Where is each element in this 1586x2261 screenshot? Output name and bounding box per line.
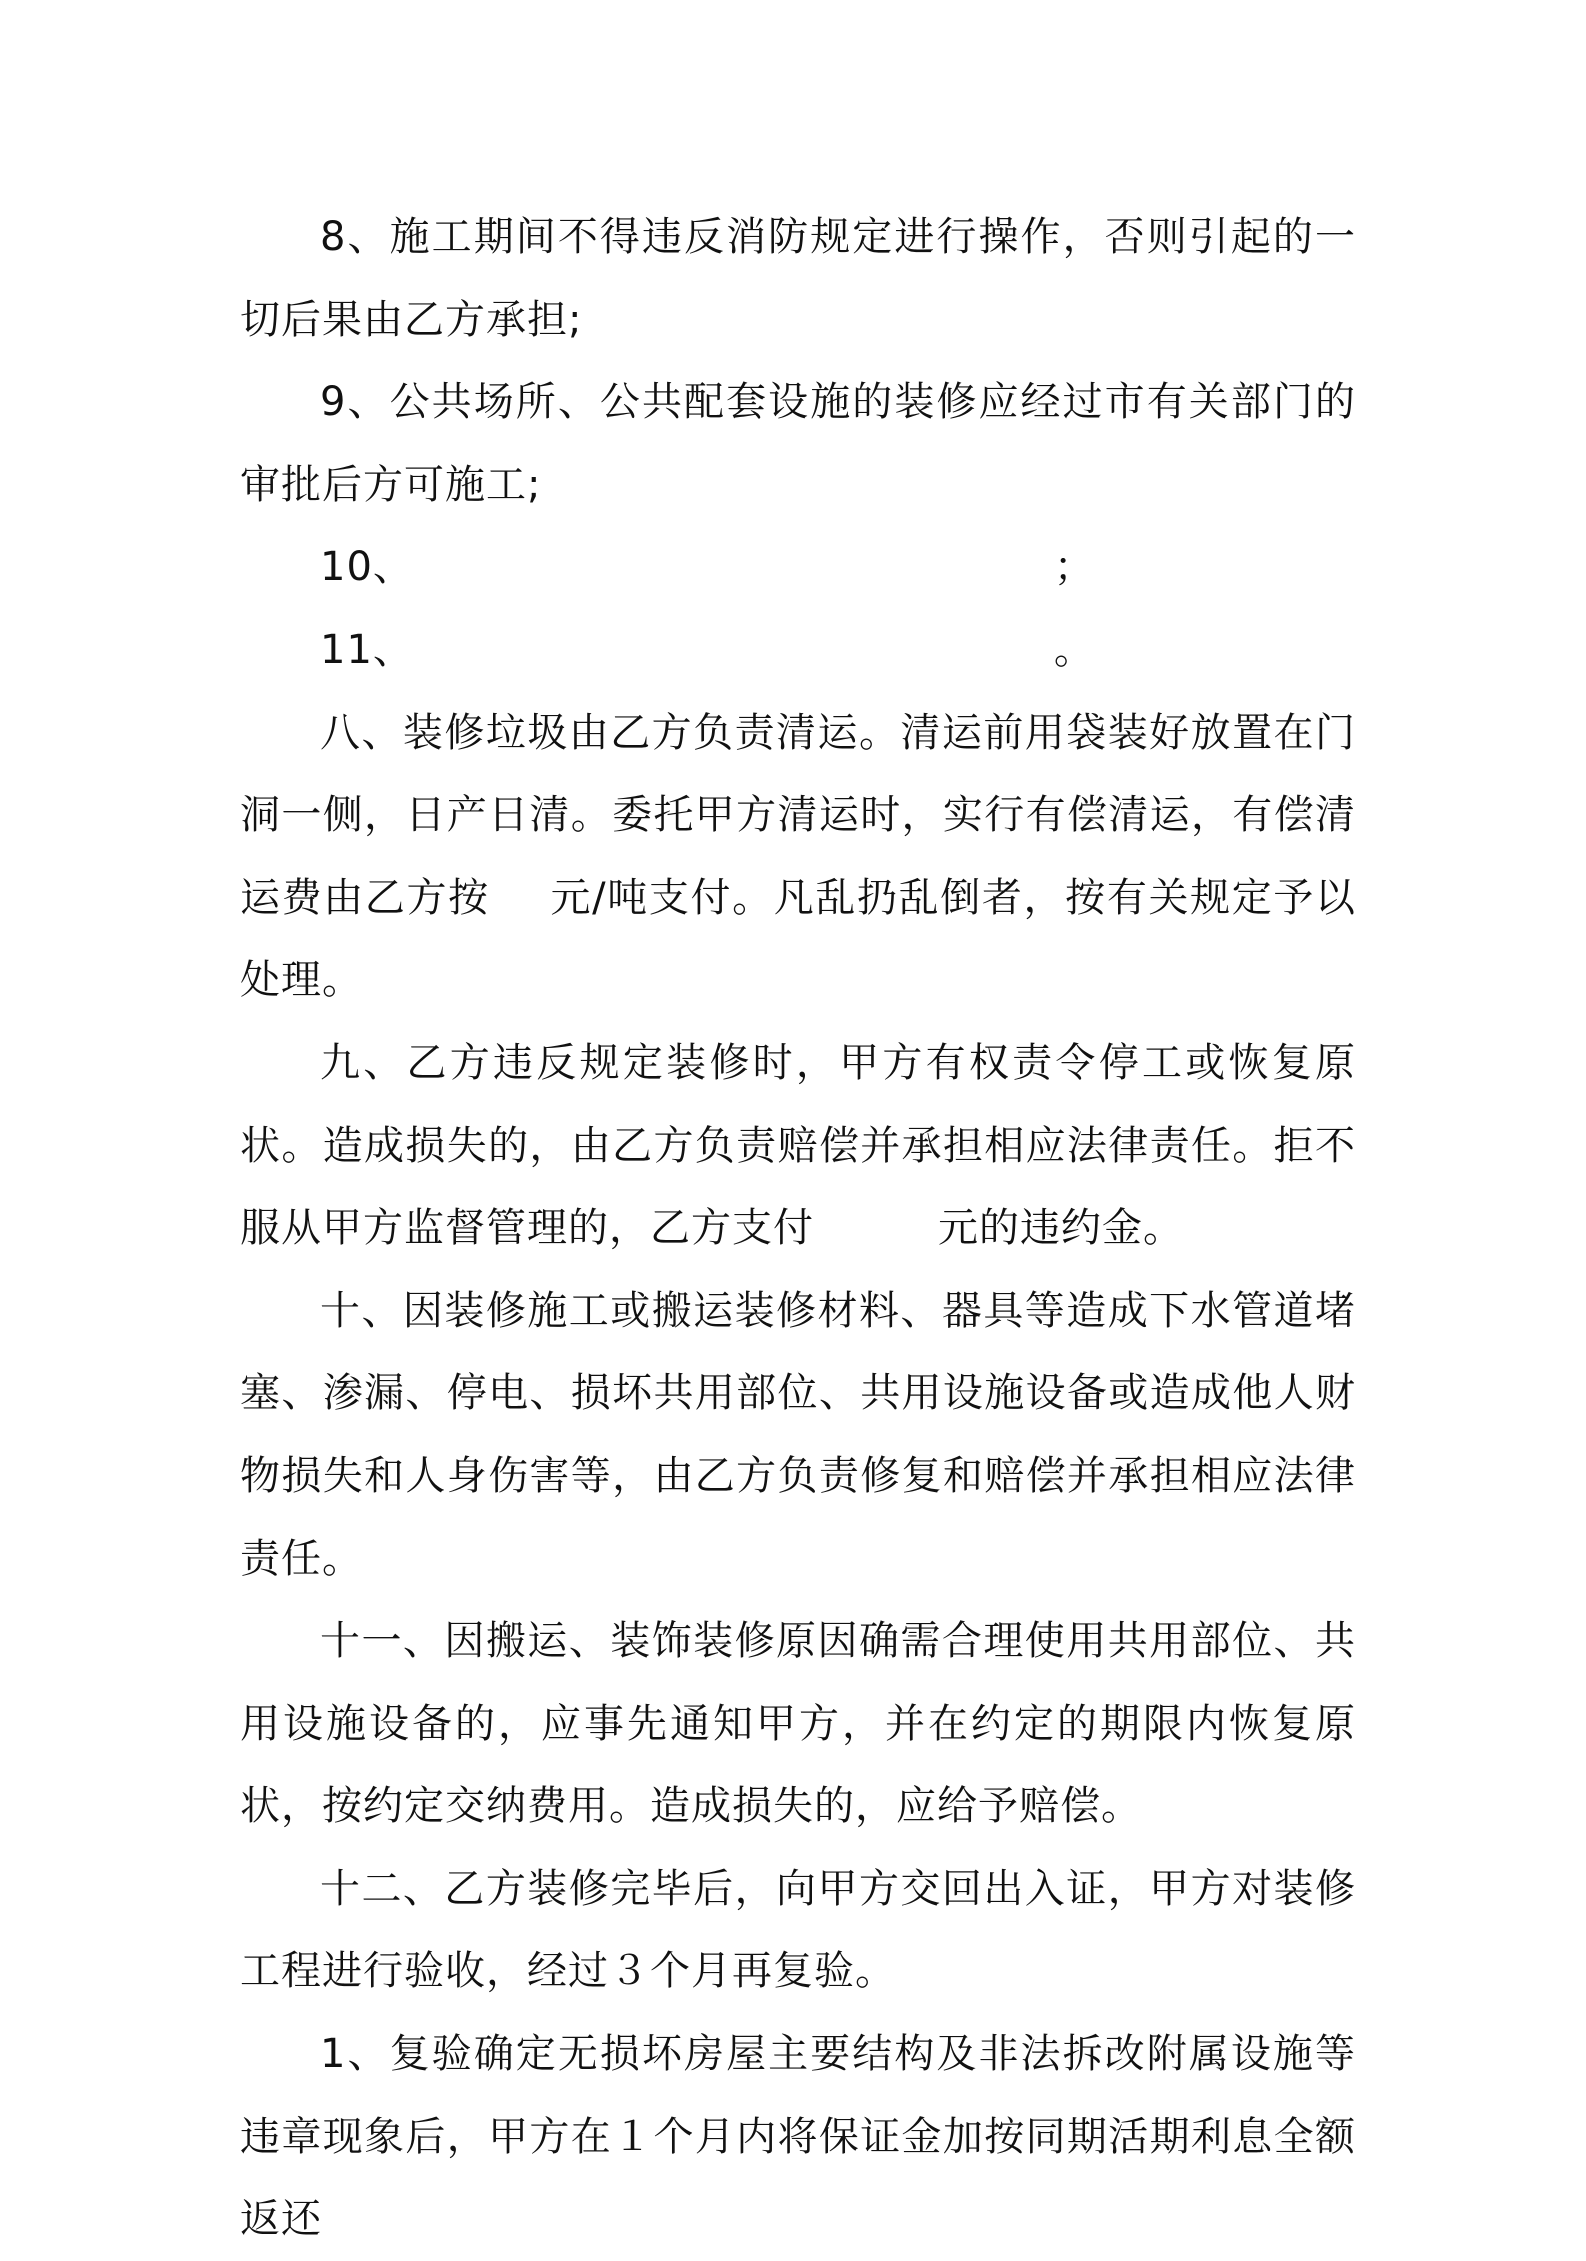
paragraph-clause-10 — [240, 526, 1356, 609]
paragraph-section-10 — [240, 1270, 1356, 1600]
paragraph-clause-9 — [240, 361, 1356, 526]
clause-number: 11、 — [320, 626, 414, 673]
paragraph-text: 8、施工期间不得违反消防规定进行操作，否则引起的一切后果由乙方承担; — [240, 214, 1356, 343]
paragraph-text: 9、公共场所、公共配套设施的装修应经过市有关部门的审批后方可施工; — [240, 379, 1356, 508]
paragraph-clause-11 — [240, 609, 1356, 692]
clause-end-mark: ； — [1053, 544, 1095, 591]
paragraph-section-9 — [240, 1022, 1356, 1270]
paragraph-section-12 — [240, 1848, 1356, 2013]
clause-number: 10、 — [320, 544, 414, 591]
paragraph-text: 十一、因搬运、装饰装修原因确需合理使用共用部位、共用设施设备的，应事先通知甲方，并在约定的期限内恢复原状，按约定交纳费用。造成损失的，应给予赔偿。 — [240, 1618, 1356, 1830]
paragraph-text: 十、因装修施工或搬运装修材料、器具等造成下水管道堵塞、渗漏、停电、损坏共用部位、共用设施设备或造成他人财物损失和人身伤害等，由乙方负责修复和赔偿并承担相应法律责任。 — [240, 1287, 1356, 1582]
paragraph-subclause-1 — [240, 2013, 1356, 2261]
paragraph-section-11 — [240, 1600, 1356, 1848]
paragraph-text-before-blank: 九、乙方违反规定装修时，甲方有权责令停工或恢复原状。造成损失的，由乙方负责赔偿并承担相应法律责任。拒不服从甲方监督管理的，乙方支付 — [240, 1039, 1356, 1252]
clause-end-mark: 。 — [1053, 626, 1095, 673]
paragraph-text-after-blank: 元/吨支付。凡乱扔乱倒者，按有关规定予以处理。 — [240, 874, 1356, 1004]
paragraph-text-before-blank: 八、装修垃圾由乙方负责清运。清运前用袋装好放置在门洞一侧，日产日清。委托甲方清运时，实行有偿清运，有偿清运费由乙方按 — [240, 709, 1356, 921]
document-body — [240, 196, 1356, 2261]
paragraph-section-8 — [240, 692, 1356, 1022]
paragraph-text: 十二、乙方装修完毕后，向甲方交回出入证，甲方对装修工程进行验收，经过３个月再复验。 — [240, 1865, 1356, 1995]
paragraph-text: 1、复验确定无损坏房屋主要结构及非法拆改附属设施等违章现象后，甲方在１个月内将保证金加按同期活期利息全额返还 — [240, 2031, 1356, 2243]
paragraph-clause-8 — [240, 196, 1356, 361]
paragraph-text-after-blank: 元的违约金。 — [938, 1205, 1184, 1252]
